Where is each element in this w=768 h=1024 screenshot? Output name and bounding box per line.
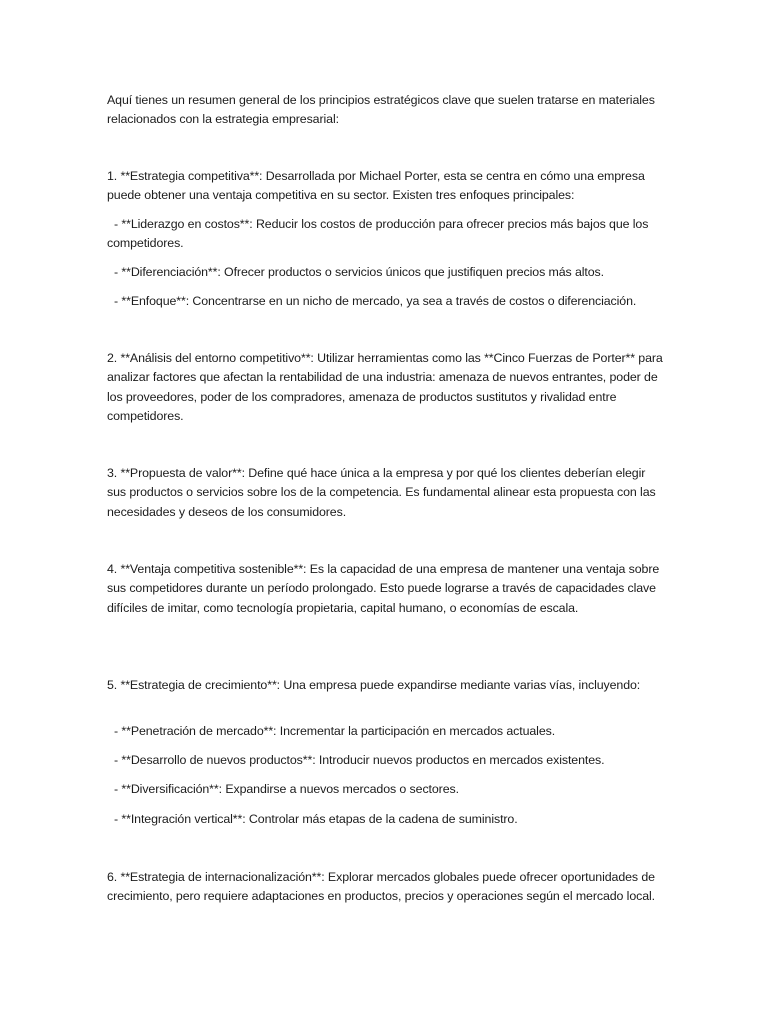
section-5-growth-strategy: 5. **Estrategia de crecimiento**: Una empresa puede expandirse mediante varias vías, incluyendo: (107, 678, 641, 692)
section-5-bullet-vertical-integration: - **Integración vertical**: Controlar más etapas de la cadena de suministro. (114, 812, 518, 826)
section-1-bullet-differentiation: - **Diferenciación**: Ofrecer productos o servicios únicos que justifiquen precios más altos. (114, 265, 604, 279)
intro-paragraph: Aquí tienes un resumen general de los principios estratégicos clave que suelen tratarse en materiales relacionados con la estrategia empresarial: (107, 93, 659, 127)
section-1-bullet-focus: - **Enfoque**: Concentrarse en un nicho de mercado, ya sea a través de costos o diferenciación. (114, 294, 637, 308)
section-5-bullet-diversification: - **Diversificación**: Expandirse a nuevos mercados o sectores. (114, 782, 459, 796)
section-3-value-proposition: 3. **Propuesta de valor**: Define qué hace única a la empresa y por qué los clientes deberían elegir sus productos o servicios sobre los de la competencia. Es fundamental alinear esta propuesta con las necesidades y deseos de los consumidores. (107, 466, 659, 519)
section-4-sustainable-advantage: 4. **Ventaja competitiva sostenible**: Es la capacidad de una empresa de mantener una ventaja sobre sus competidores durante un período prolongado. Esto puede lograrse a través de capacidades clave difíciles de imitar, como tecnología propietaria, capital humano, o economías de escala. (107, 562, 663, 615)
section-2-environment-analysis: 2. **Análisis del entorno competitivo**: Utilizar herramientas como las **Cinco Fuerzas de Porter** para analizar factores que afectan la rentabilidad de una industria: amenaza de nuevos entrantes, poder de los proveedores, poder de los compradores, amenaza de productos sustitutos y rivalidad entre competidores. (107, 351, 667, 424)
section-5-bullet-market-penetration: - **Penetración de mercado**: Incrementar la participación en mercados actuales. (114, 724, 556, 738)
section-1-competitive-strategy: 1. **Estrategia competitiva**: Desarrollada por Michael Porter, esta se centra en cómo una empresa puede obtener una ventaja competitiva en su sector. Existen tres enfoques principales: (107, 169, 649, 203)
section-5-bullet-product-development: - **Desarrollo de nuevos productos**: Introducir nuevos productos en mercados existentes. (114, 753, 605, 767)
section-1-bullet-cost-leadership: - **Liderazgo en costos**: Reducir los costos de producción para ofrecer precios más bajos que los competidores. (107, 217, 649, 251)
section-6-internationalization: 6. **Estrategia de internacionalización**: Explorar mercados globales puede ofrecer oportunidades de crecimiento, pero requiere adaptaciones en productos, precios y operaciones según el mercado local. (107, 870, 659, 904)
